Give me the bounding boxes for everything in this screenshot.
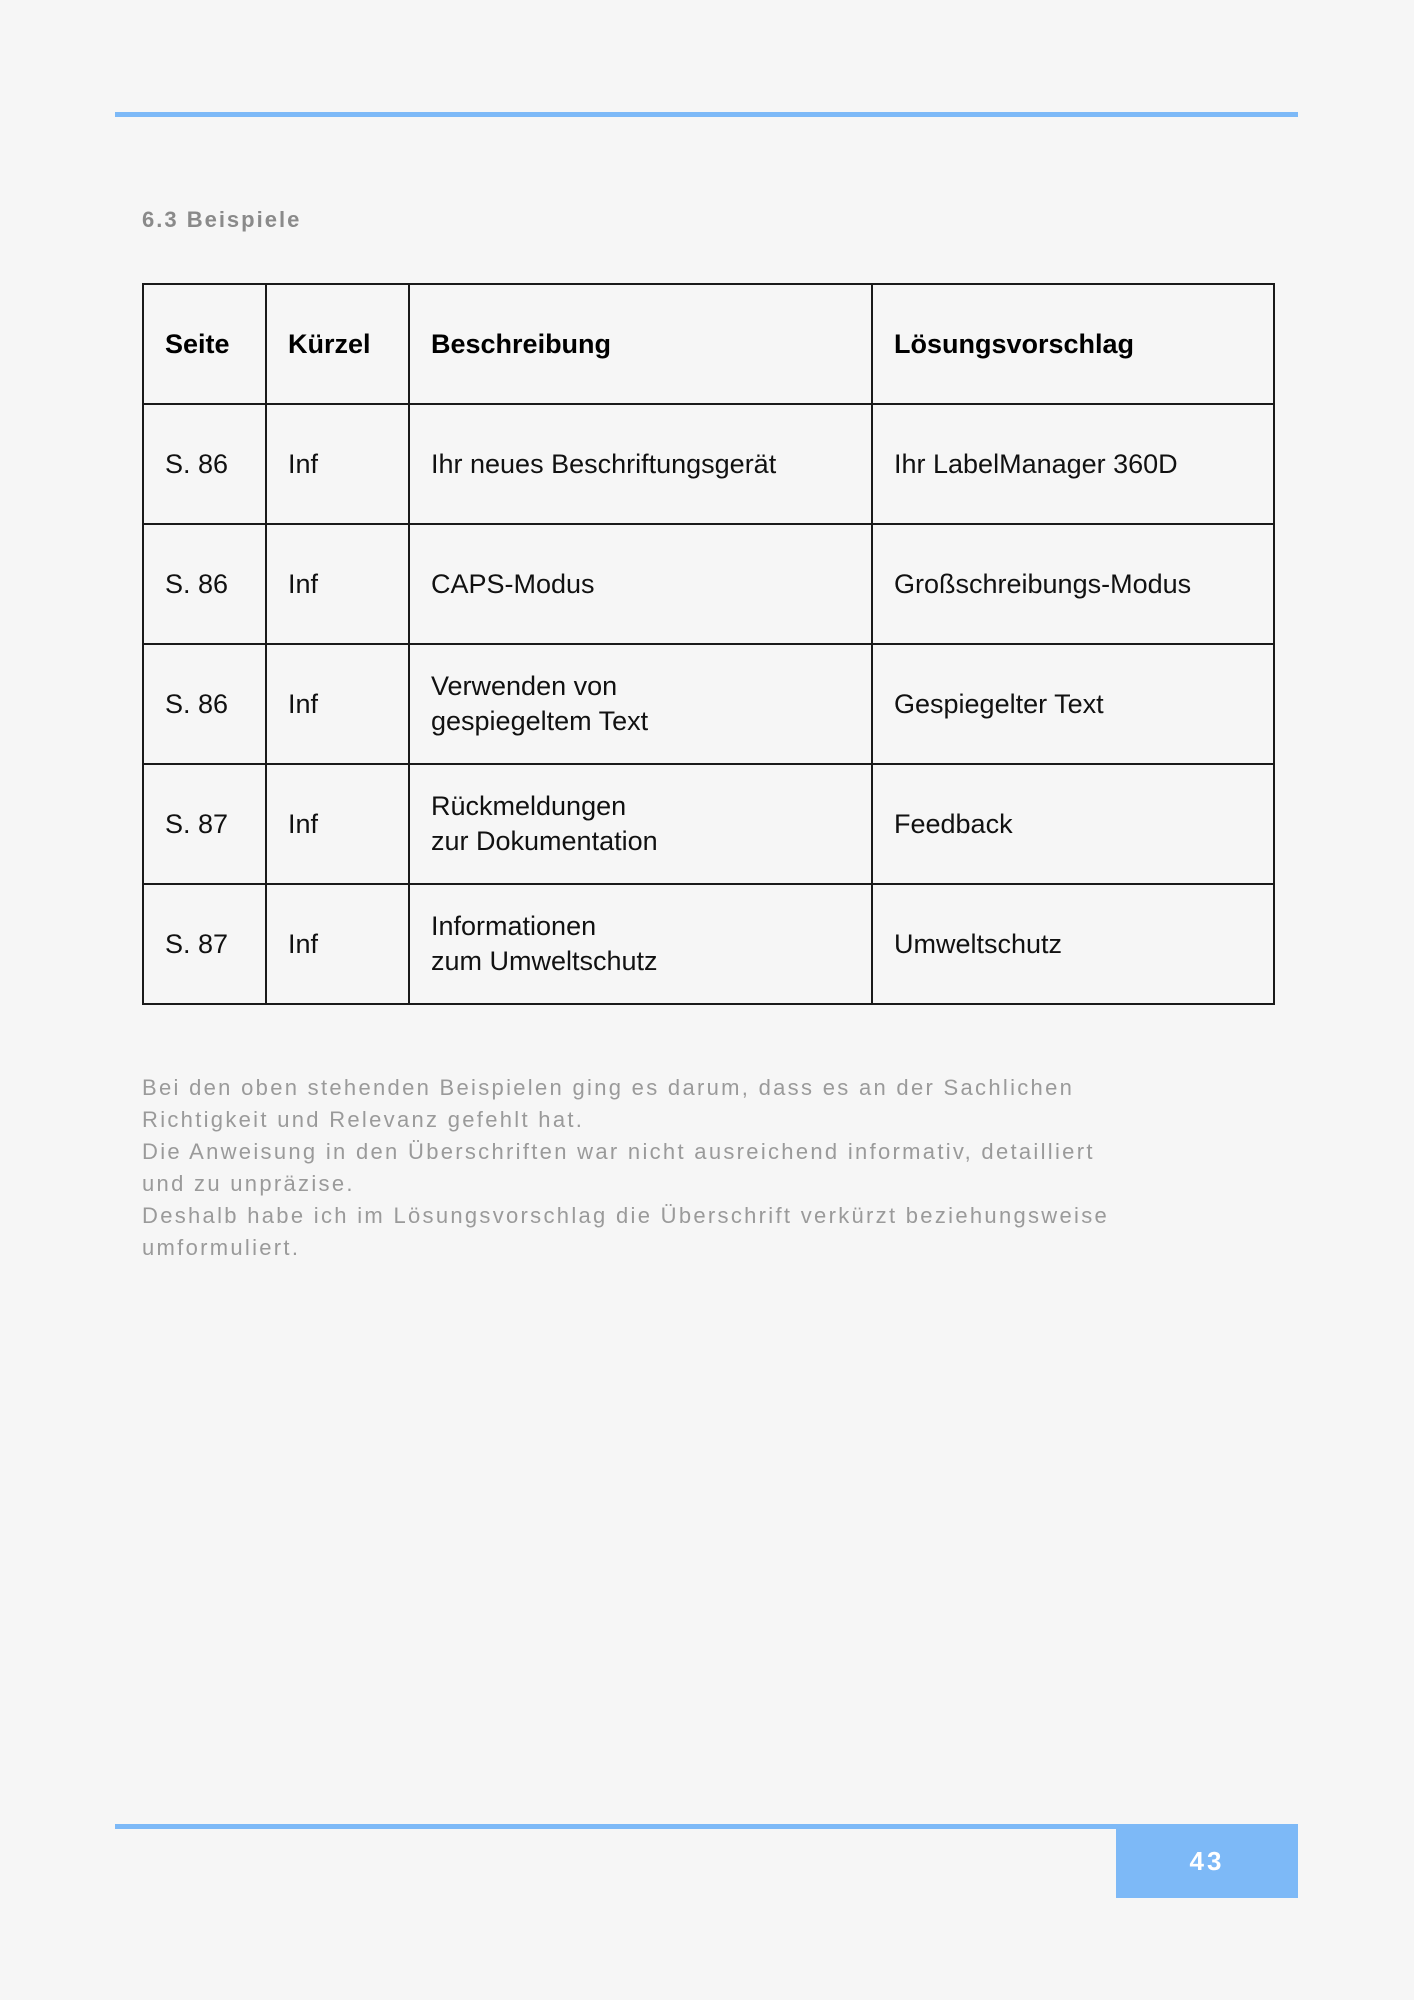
explanation-line: Die Anweisung in den Überschriften war nicht ausreichend informativ, detailliert — [142, 1139, 1095, 1164]
cell-loesungsvorschlag: Gespiegelter Text — [872, 644, 1274, 764]
cell-seite: S. 87 — [143, 884, 266, 1004]
cell-beschreibung-line: Informationen — [431, 911, 597, 941]
cell-beschreibung-line: zur Dokumentation — [431, 826, 658, 856]
cell-seite: S. 86 — [143, 524, 266, 644]
cell-kuerzel: Inf — [266, 884, 409, 1004]
table-header-row — [143, 284, 1274, 404]
explanation-line: Bei den oben stehenden Beispielen ging es darum, dass es an der Sachlichen — [142, 1075, 1075, 1100]
header-seite: Seite — [143, 284, 266, 404]
cell-beschreibung — [409, 524, 872, 644]
cell-beschreibung — [409, 644, 872, 764]
cell-loesungsvorschlag: Großschreibungs-Modus — [872, 524, 1274, 644]
page-number: 43 — [1116, 1824, 1298, 1898]
cell-beschreibung-line: Ihr neues Beschriftungsgerät — [431, 448, 777, 479]
section-heading: 6.3 Beispiele — [142, 207, 302, 232]
explanation-line: Deshalb habe ich im Lösungsvorschlag die Überschrift verkürzt beziehungsweise — [142, 1203, 1110, 1228]
cell-loesungsvorschlag: Feedback — [872, 764, 1274, 884]
table-row — [143, 644, 1274, 764]
cell-beschreibung-line: Verwenden von — [431, 671, 618, 701]
explanation-line: umformuliert. — [142, 1235, 301, 1260]
table-row — [143, 764, 1274, 884]
header-kuerzel: Kürzel — [266, 284, 409, 404]
cell-kuerzel: Inf — [266, 644, 409, 764]
cell-kuerzel: Inf — [266, 524, 409, 644]
table-row — [143, 524, 1274, 644]
cell-loesungsvorschlag: Umweltschutz — [872, 884, 1274, 1004]
cell-beschreibung-line: zum Umweltschutz — [431, 946, 658, 976]
cell-beschreibung-line: CAPS-Modus — [431, 568, 595, 599]
header-beschreibung: Beschreibung — [409, 284, 872, 404]
cell-beschreibung — [409, 404, 872, 524]
examples-table — [142, 283, 1275, 1005]
cell-kuerzel: Inf — [266, 764, 409, 884]
table-row — [143, 404, 1274, 524]
cell-beschreibung — [409, 884, 872, 1004]
cell-seite: S. 87 — [143, 764, 266, 884]
cell-beschreibung-line: Rückmeldungen — [431, 791, 627, 821]
cell-seite: S. 86 — [143, 644, 266, 764]
cell-beschreibung — [409, 764, 872, 884]
cell-seite: S. 86 — [143, 404, 266, 524]
explanation-line: und zu unpräzise. — [142, 1171, 355, 1196]
header-loesungsvorschlag: Lösungsvorschlag — [872, 284, 1274, 404]
table-row — [143, 884, 1274, 1004]
cell-loesungsvorschlag: Ihr LabelManager 360D — [872, 404, 1274, 524]
cell-beschreibung-line: gespiegeltem Text — [431, 706, 649, 736]
top-rule — [115, 112, 1298, 117]
explanation-line: Richtigkeit und Relevanz gefehlt hat. — [142, 1107, 585, 1132]
cell-kuerzel: Inf — [266, 404, 409, 524]
explanation-paragraph — [142, 1072, 1282, 1264]
